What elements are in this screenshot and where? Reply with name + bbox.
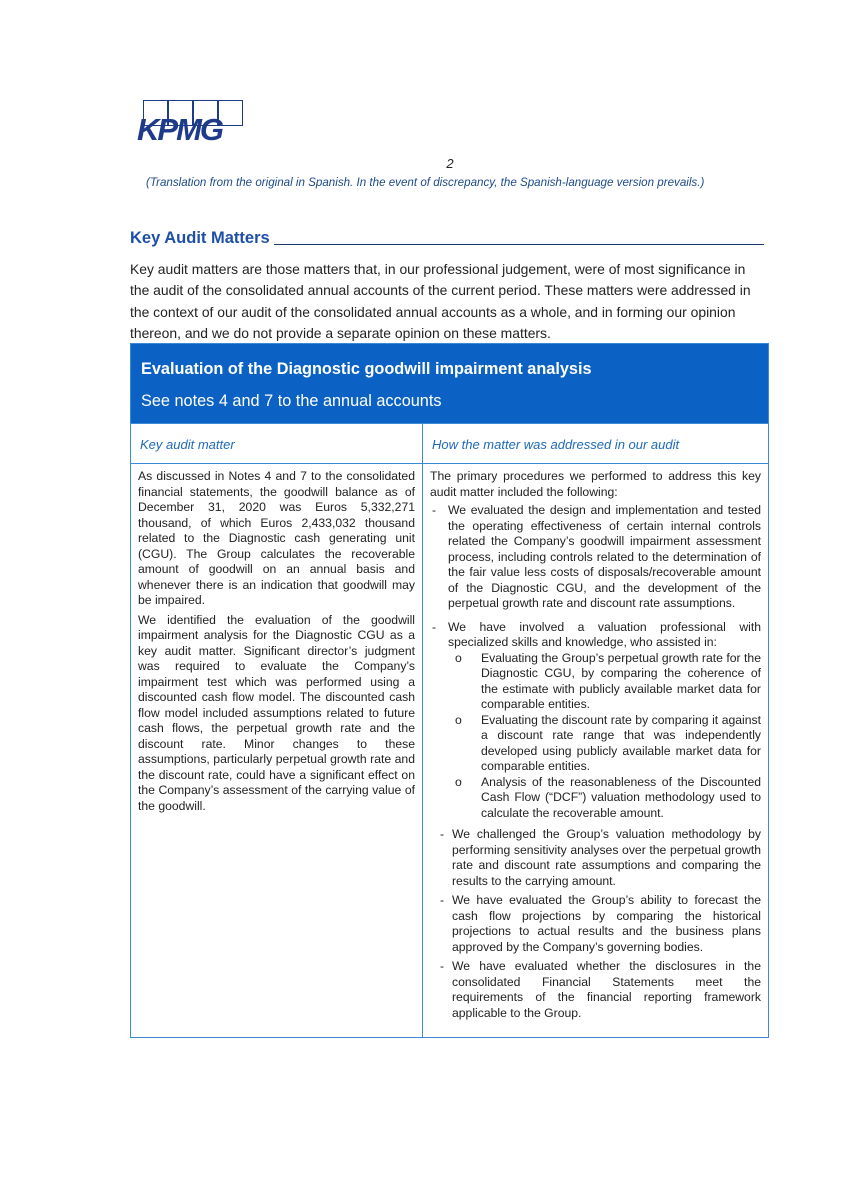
sub-list-item: o Evaluating the discount rate by comparing it against a discount rate range that was independently developed using publicly available market data for comparable entities.: [430, 713, 761, 775]
kpmg-logo: KPMG: [137, 100, 245, 144]
list-item: - We have involved a valuation professional with specialized skills and knowledge, who assisted in:: [430, 620, 761, 651]
sub-list-item: o Evaluating the Group’s perpetual growth rate for the Diagnostic CGU, by comparing the coherence of the estimate with publicly available market data for comparable entities.: [430, 651, 761, 713]
key-audit-matter-cell: [131, 464, 423, 1037]
section-heading: [130, 229, 764, 248]
section-title: Key Audit Matters: [130, 229, 270, 247]
procedures-intro: The primary procedures we performed to address this key audit matter included the following:: [430, 469, 761, 499]
paragraph: We identified the evaluation of the goodwill impairment analysis for the Diagnostic CGU as a key audit matter. Significant director’s judgment was required to evaluate the Company’s impairment test which was performed using a discounted cash flow model. The discounted cash flow model included assumptions related to future cash flows, the perpetual growth rate and the discount rate. Minor changes to these assumptions, particularly perpetual growth rate and the discount rate, could have a significant effect on the Company’s assessment of the carrying value of the goodwill.: [138, 612, 415, 813]
list-item: - We have evaluated whether the disclosures in the consolidated Financial Statements meet the requirements of the financial reporting framework applicable to the Group.: [438, 959, 761, 1021]
heading-rule: [274, 244, 764, 245]
table-header: [131, 344, 768, 423]
translation-note: (Translation from the original in Spanish. In the event of discrepancy, the Spanish-language version prevails.): [146, 176, 705, 189]
table-body: [131, 464, 768, 1037]
col-header-key-audit-matter: Key audit matter: [131, 424, 423, 463]
key-audit-matter-table: [130, 343, 769, 1038]
procedures-cell: [423, 464, 768, 1037]
sub-list-item: o Analysis of the reasonableness of the Discounted Cash Flow (“DCF”) valuation methodology used to calculate the recoverable amount.: [430, 775, 761, 822]
list-item: - We evaluated the design and implementation and tested the operating effectiveness of certain internal controls related the Company’s goodwill impairment assessment process, including controls related to the determination of the fair value less costs of disposals/recoverable amount of the Diagnostic CGU, and the development of the perpetual growth rate and discount rate assumptions.: [430, 503, 761, 612]
col-header-how-addressed: How the matter was addressed in our audit: [432, 437, 680, 452]
list-item: - We have evaluated the Group’s ability to forecast the cash flow projections by comparing the historical projections to actual results and the business plans approved by the Company’s governing bodies.: [438, 893, 761, 955]
page-number: 2: [446, 156, 454, 171]
table-subtitle: See notes 4 and 7 to the annual accounts: [141, 392, 442, 410]
intro-paragraph: Key audit matters are those matters that, in our professional judgement, were of most significance in the audit of the consolidated annual accounts of the current period. These matters were addressed in the context of our audit of the consolidated annual accounts as a whole, and in forming our opinion thereon, and we do not provide a separate opinion on these matters.: [130, 261, 751, 341]
table-title: Evaluation of the Diagnostic goodwill impairment analysis: [141, 360, 592, 378]
paragraph: As discussed in Notes 4 and 7 to the consolidated financial statements, the goodwill balance as of December 31, 2020 was Euros 5,332,271 thousand, of which Euros 2,433,032 thousand related to the Diagnostic cash generating unit (CGU). The Group calculates the recoverable amount of goodwill on an annual basis and whenever there is an indication that goodwill may be impaired.: [138, 469, 415, 607]
list-item: - We challenged the Group’s valuation methodology by performing sensitivity analyses over the perpetual growth rate and discount rate assumptions and comparing the results to the carrying amount.: [438, 827, 761, 889]
column-headers: [131, 423, 768, 464]
